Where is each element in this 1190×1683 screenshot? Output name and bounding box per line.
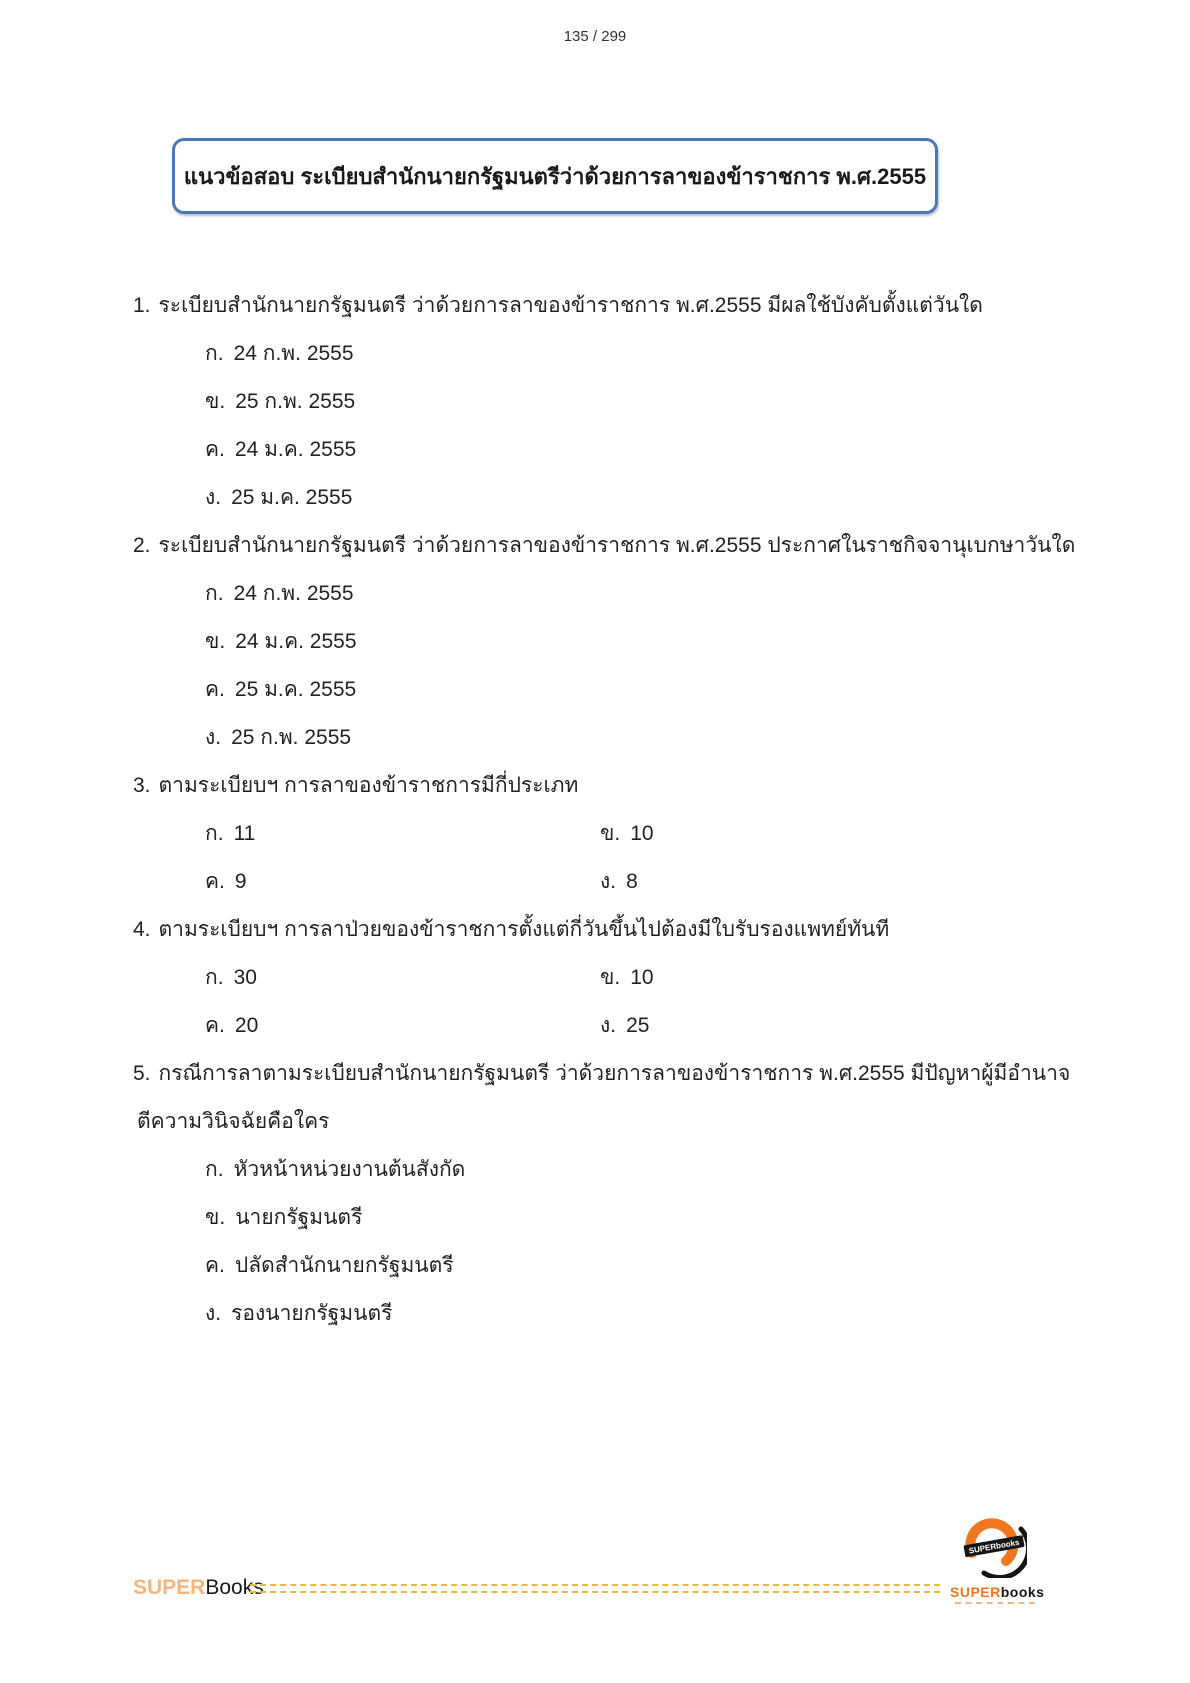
option-text: นายกรัฐมนตรี <box>235 1206 363 1229</box>
option-text: 25 ก.พ. 2555 <box>231 726 352 749</box>
logo-underline <box>955 1602 1035 1605</box>
option-text: 25 ม.ค. 2555 <box>231 486 353 509</box>
question-3-option-b <box>600 810 654 858</box>
logo-emblem <box>963 1516 1027 1578</box>
question-number: 1. <box>133 294 151 317</box>
question-3-option-a <box>133 810 600 858</box>
question-text: กรณีการลาตามระเบียบสำนักนายกรัฐมนตรี ว่าด้วยการลาของข้าราชการ พ.ศ.2555 มีปัญหาผู้มีอำนาจ <box>158 1062 1071 1085</box>
option-text: 24 ก.พ. 2555 <box>233 342 354 365</box>
option-text: หัวหน้าหน่วยงานต้นสังกัด <box>233 1158 466 1181</box>
question-2-option-a <box>133 570 1123 618</box>
question-2 <box>133 522 1123 570</box>
option-text: 30 <box>233 966 257 989</box>
option-label: ค. <box>205 870 225 893</box>
questions-area <box>133 282 1123 1338</box>
option-label: ค. <box>205 1254 225 1277</box>
question-number: 2. <box>133 534 151 557</box>
option-label: ก. <box>205 822 224 845</box>
question-4-option-c <box>133 1002 600 1050</box>
question-number: 3. <box>133 774 151 797</box>
option-label: ง. <box>600 1014 617 1037</box>
question-5-option-b <box>133 1194 1123 1242</box>
option-text: 8 <box>626 870 638 893</box>
logo-wordmark <box>950 1584 1045 1600</box>
option-label: ง. <box>600 870 617 893</box>
question-text: ตามระเบียบฯ การลาของข้าราชการมีกี่ประเภท <box>158 774 579 797</box>
question-4-option-row-2 <box>133 1002 1123 1050</box>
option-text: 24 ก.พ. 2555 <box>233 582 354 605</box>
question-number: 4. <box>133 918 151 941</box>
option-label: ข. <box>600 966 621 989</box>
question-3-option-c <box>133 858 600 906</box>
logo-wordmark-books: books <box>1000 1584 1045 1600</box>
logo-ribbon-text: SUPERbooks <box>968 1537 1021 1556</box>
question-2-option-b <box>133 618 1123 666</box>
question-4-option-row-1 <box>133 954 1123 1002</box>
question-3-option-row-1 <box>133 810 1123 858</box>
question-number: 5. <box>133 1062 151 1085</box>
option-label: ข. <box>205 630 226 653</box>
question-text: ระเบียบสำนักนายกรัฐมนตรี ว่าด้วยการลาของข้าราชการ พ.ศ.2555 มีผลใช้บังคับตั้งแต่วันใด <box>158 294 983 317</box>
option-label: ง. <box>205 486 222 509</box>
exam-title: แนวข้อสอบ ระเบียบสำนักนายกรัฐมนตรีว่าด้วยการลาของข้าราชการ พ.ศ.2555 <box>183 163 927 189</box>
option-label: ค. <box>205 438 225 461</box>
question-text: ระเบียบสำนักนายกรัฐมนตรี ว่าด้วยการลาของข้าราชการ พ.ศ.2555 ประกาศในราชกิจจานุเบกษาวันใด <box>158 534 1076 557</box>
page-number: 135 / 299 <box>563 28 627 45</box>
option-label: ค. <box>205 1014 225 1037</box>
question-5-continuation: ตีความวินิจฉัยคือใคร <box>137 1110 330 1133</box>
option-text: 9 <box>234 870 247 893</box>
question-5-option-c <box>133 1242 1123 1290</box>
option-label: ค. <box>205 678 225 701</box>
question-4 <box>133 906 1123 954</box>
option-text: 11 <box>233 822 256 845</box>
question-1-option-c <box>133 426 1123 474</box>
question-5 <box>133 1050 1123 1098</box>
question-1 <box>133 282 1123 330</box>
question-5-option-d <box>133 1290 1123 1338</box>
footer-brand-super: SUPER <box>133 1576 206 1599</box>
footer-brand-books: Books <box>205 1576 264 1599</box>
question-5-option-a <box>133 1146 1123 1194</box>
option-label: ก. <box>205 1158 224 1181</box>
question-4-option-b <box>600 954 654 1002</box>
question-2-option-c <box>133 666 1123 714</box>
option-label: ข. <box>600 822 621 845</box>
question-3-option-d <box>600 858 638 906</box>
question-1-option-a <box>133 330 1123 378</box>
option-text: 24 ม.ค. 2555 <box>234 438 357 461</box>
option-text: ปลัดสำนักนายกรัฐมนตรี <box>234 1254 454 1277</box>
option-label: ง. <box>205 726 222 749</box>
option-text: 10 <box>630 966 654 989</box>
question-2-option-d <box>133 714 1123 762</box>
question-4-option-d <box>600 1002 649 1050</box>
option-label: ก. <box>205 966 224 989</box>
option-label: ข. <box>205 1206 226 1229</box>
option-text: 10 <box>630 822 654 845</box>
option-label: ง. <box>205 1302 222 1325</box>
footer-separator-line <box>250 1584 940 1593</box>
option-text: 25 <box>626 1014 650 1037</box>
question-1-option-d <box>133 474 1123 522</box>
option-label: ก. <box>205 582 224 605</box>
option-text: 24 ม.ค. 2555 <box>235 630 357 653</box>
option-text: 25 ก.พ. 2555 <box>235 390 356 413</box>
logo-wordmark-super: SUPER <box>950 1584 1001 1600</box>
option-text: 25 ม.ค. 2555 <box>234 678 357 701</box>
question-3-option-row-2 <box>133 858 1123 906</box>
question-4-option-a <box>133 954 600 1002</box>
option-text: 20 <box>234 1014 259 1037</box>
question-3 <box>133 762 1123 810</box>
exam-title-box <box>172 138 938 214</box>
option-text: รองนายกรัฐมนตรี <box>231 1302 393 1325</box>
question-text: ตามระเบียบฯ การลาป่วยของข้าราชการตั้งแต่กี่วันขึ้นไปต้องมีใบรับรองแพทย์ทันที <box>158 918 890 941</box>
option-label: ข. <box>205 390 226 413</box>
question-1-option-b <box>133 378 1123 426</box>
superbooks-logo <box>950 1516 1045 1605</box>
footer-brand <box>133 1576 264 1600</box>
option-label: ก. <box>205 342 224 365</box>
